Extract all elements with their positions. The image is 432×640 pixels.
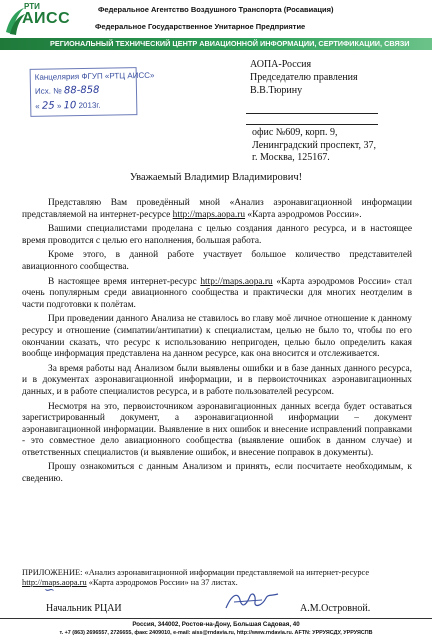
stamp-date-open-quote: «: [35, 101, 40, 111]
stamp-date-year: 2013г.: [78, 100, 101, 111]
address-city: г. Москва, 125167.: [252, 152, 330, 164]
stamp-outgoing-number: [35, 85, 100, 97]
company-logo: [4, 2, 71, 42]
handwritten-initials-mark: ∽: [44, 583, 55, 598]
footer-divider: [0, 618, 432, 619]
footer-contacts: т. +7 (863) 2696557, 2726655, факс 2409010, e-mail: aiss@rndavia.ru, http://www.rndavia.ru. AFTN: УРРУЯСДУ, УРРУЯСПВ: [59, 630, 373, 636]
letterhead: [0, 0, 432, 66]
letter-body: [22, 198, 412, 489]
recipient-org: АОПА-Россия: [250, 59, 312, 70]
stamp-number-value: 88-858: [63, 84, 100, 97]
org-enterprise-type: Федеральное Государственное Унитарное Предприятие: [95, 22, 306, 31]
header-banner: [0, 38, 432, 50]
appendix-maps-link[interactable]: http://maps.aopa.ru: [22, 578, 87, 587]
stamp-number-label: Исх. №: [34, 86, 62, 96]
org-agency-name: Федеральное Агентство Воздушного Транспорта (Росавиация): [98, 5, 334, 14]
recipient-name: В.В.Тюрину: [250, 85, 303, 96]
address-divider: [246, 124, 378, 125]
recipient-address: [252, 127, 376, 165]
paragraph-5: При проведении данного Анализа не ставилось во главу моё личное отношение к данному ресурсу и отношение (симпатии/антипатии) к специалистам, целью не было то, чтобы по его окончании сказать, что ресурс к использованию непригоден, целью было определить какая вообще информация представлена на данном ресурсе, как она вносится и отслеживается.: [22, 314, 412, 360]
stamp-date: « 25 » 10 2013г.: [35, 100, 101, 112]
footer-postal-address: Россия, 344002, Ростов-на-Дону, Большая Садовая, 40: [132, 621, 300, 628]
paragraph-3: Кроме этого, в данной работе участвует большое количество представителей авиационного сообщества.: [22, 250, 412, 272]
letter-footer: [0, 618, 432, 640]
signatory-title: Начальник РЦАИ: [46, 603, 122, 614]
signatory-name: А.М.Островной.: [300, 603, 371, 614]
salutation: Уважаемый Владимир Владимирович!: [129, 172, 303, 183]
stamp-date-month: 10: [63, 100, 77, 112]
paragraph-6: За время работы над Анализом были выявлены ошибки и в базе данных данного ресурса, и в документах аэронавигационной информации, и в первоисточниках аэронавигационных данных, и в работе специалистов ресурса, и в работе пользователей ресурсом.: [22, 363, 412, 397]
logo-aiss-text: АИСС: [22, 10, 71, 27]
recipient-divider: [246, 113, 378, 114]
address-street: Ленинградский проспект, 37,: [252, 139, 377, 151]
recipient-block: [250, 58, 358, 97]
stamp-date-day: 25: [41, 100, 55, 112]
paragraph-8: Прошу ознакомиться с данным Анализом и принять, если посчитаете необходимым, к сведению.: [22, 462, 412, 485]
paragraph-7: Несмотря на это, первоисточником аэронавигационных данных всегда будет оставаться зарегистрированный документ, а аэронавигационной информации – документ аэронавигационной информации. Выявление в них ошибок и внесение исправлений поправками - это совместное дело авиационного сообщества (выявление ошибок в данном случае) и ответственных специалистов (и выявление ошибок, и внесение поправок в документы).: [22, 401, 412, 458]
paragraph-4: В настоящее время интернет-ресурс http://maps.aopa.ru «Карта аэродромов России» стал очень популярным среди авиационного сообщества и практически для многих неотделим в части подготовки к полётам.: [22, 276, 412, 310]
appendix-note: ПРИЛОЖЕНИЕ: «Анализ аэронавигационной информации представляемой на интернет-ресурсе http://maps.aopa.ru «Карта аэродромов России» на 37 листах.: [22, 568, 370, 587]
stamp-office: Канцелярия ФГУП «РТЦ АИСС»: [34, 70, 155, 82]
recipient-position: Председателю правления: [250, 72, 358, 83]
paragraph-1: Представляю Вам проведённый мной «Анализ аэронавигационной информации представляемой на интернет-ресурсе http://maps.aopa.ru «Карта аэродромов России».: [22, 198, 412, 220]
banner-title: РЕГИОНАЛЬНЫЙ ТЕХНИЧЕСКИЙ ЦЕНТР АВИАЦИОННОЙ ИНФОРМАЦИИ, СЕРТИФИКАЦИИ, СВЯЗИ: [50, 39, 410, 48]
paragraph-2: Вашими специалистами проделана с целью создания данного ресурса, и в настоящее время проводится с целью его наполнения, большая работа.: [22, 224, 412, 246]
registration-stamp: [30, 67, 155, 117]
logo-rti-text: РТИ: [24, 2, 40, 11]
maps-link[interactable]: http://maps.aopa.ru: [172, 209, 246, 220]
maps-link[interactable]: http://maps.aopa.ru: [200, 276, 273, 287]
address-office: офис №609, корп. 9,: [252, 127, 338, 138]
signature-icon: [222, 590, 282, 612]
